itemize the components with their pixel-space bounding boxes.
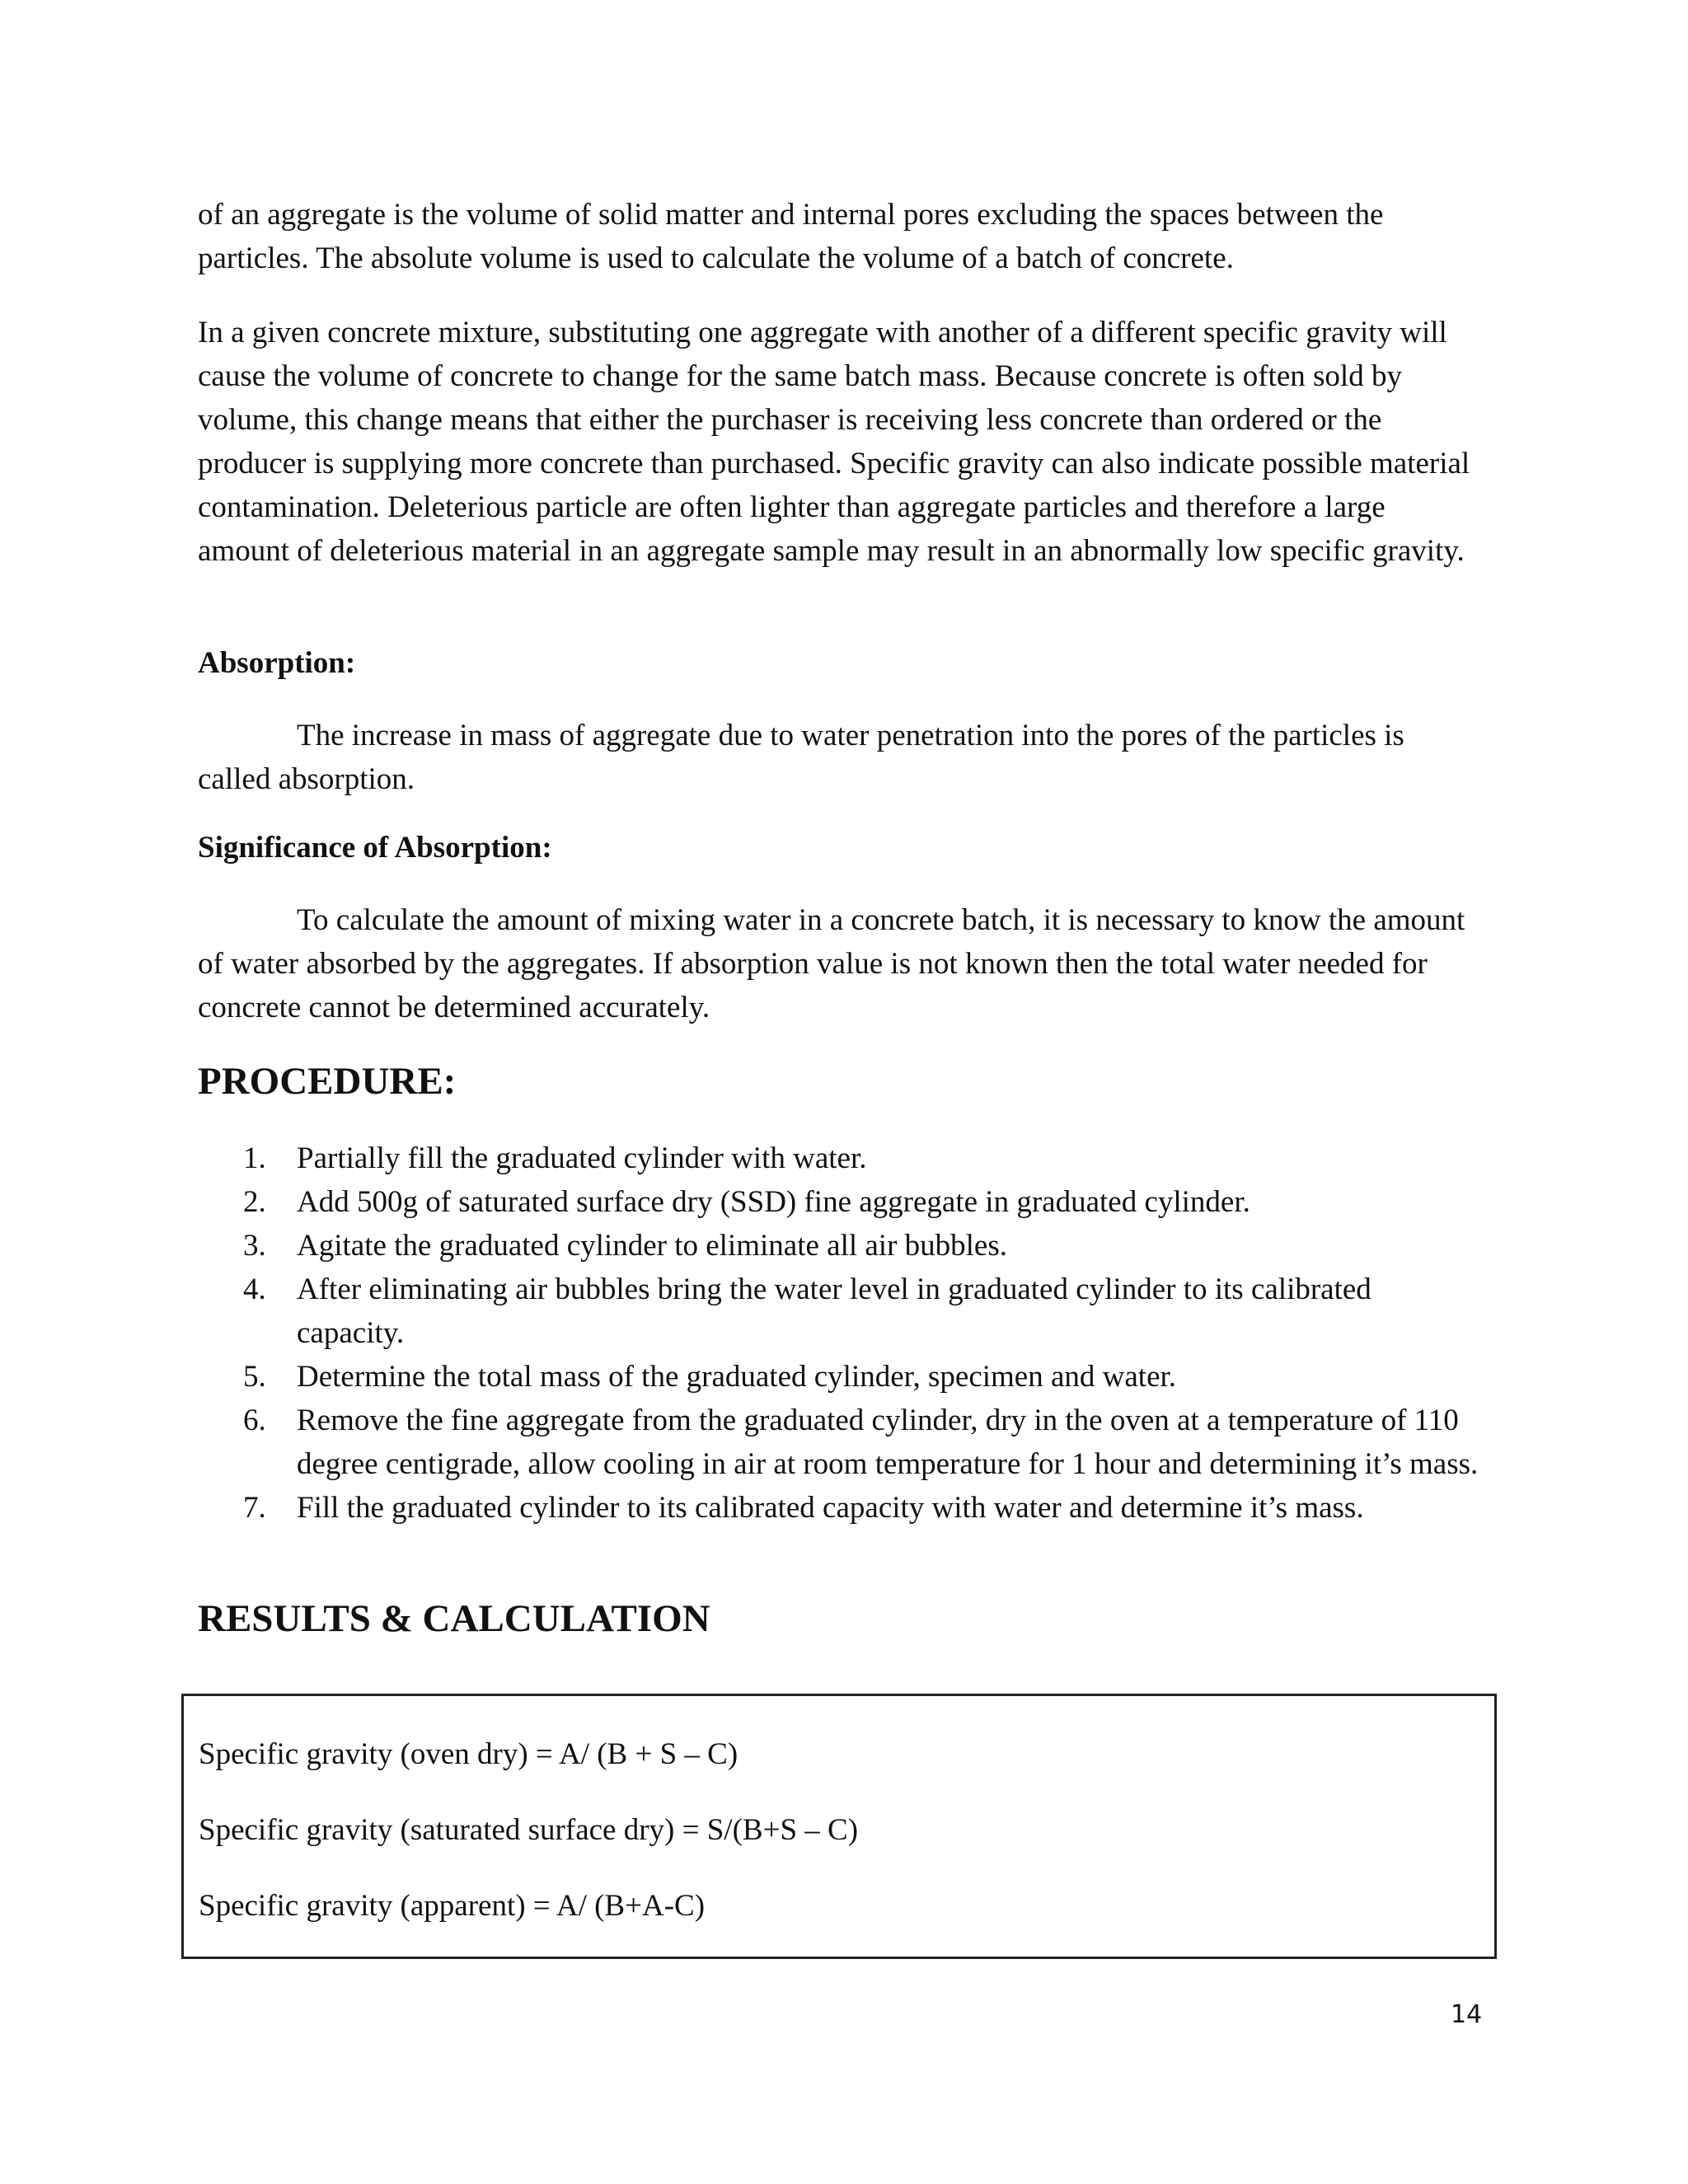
step-text: Add 500g of saturated surface dry (SSD) fine aggregate in graduated cylinder. [297,1185,1250,1219]
step-number: 4. [243,1272,266,1306]
formula-oven-dry: Specific gravity (oven dry) = A/ (B + S – C) [199,1737,738,1771]
paragraph-specific-gravity: In a given concrete mixture, substituting one aggregate with another of a different specific gravity will cause the volume of concrete to change for the same batch mass. Because concrete is often sold by volume, this change means that either the purchaser is receiving less concrete than ordered or the producer is supplying more concrete than purchased. Specific gravity can also indicate possible material contamination. Deleterious particle are often lighter than aggregate particles and therefore a large amount of deleterious material in an aggregate sample may result in an abnormally low specific gravity. [198,316,1470,568]
step-number: 5. [243,1360,266,1394]
absorption-paragraph: The increase in mass of aggregate due to water penetration into the pores of the particles is called absorption. [198,719,1404,796]
step-text: Agitate the graduated cylinder to eliminate all air bubbles. [297,1229,1008,1263]
procedure-step [198,1137,1484,1180]
step-number: 6. [243,1404,266,1437]
procedure-list [198,1137,1484,1530]
procedure-heading: PROCEDURE: [198,1060,457,1103]
procedure-step [198,1355,1484,1399]
step-text: After eliminating air bubbles bring the water level in graduated cylinder to its calibrated capacity. [297,1272,1372,1350]
step-number: 2. [243,1185,266,1219]
procedure-step [198,1486,1484,1530]
document-page [198,0,1484,2184]
step-text: Partially fill the graduated cylinder with water. [297,1141,867,1175]
procedure-step [198,1268,1484,1355]
step-text: Remove the fine aggregate from the graduated cylinder, dry in the oven at a temperature of 110 degree centigrade, allow cooling in air at room temperature for 1 hour and determining it’s mass. [297,1404,1479,1481]
formula-ssd: Specific gravity (saturated surface dry) = S/(B+S – C) [199,1813,859,1847]
formula-apparent: Specific gravity (apparent) = A/ (B+A-C) [199,1889,706,1923]
absorption-heading: Absorption: [198,646,356,680]
procedure-step [198,1399,1484,1486]
procedure-step [198,1224,1484,1268]
step-text: Determine the total mass of the graduated cylinder, specimen and water. [297,1360,1177,1394]
page-number: 14 [1451,2000,1483,2029]
procedure-step [198,1180,1484,1224]
step-number: 1. [243,1141,266,1175]
results-heading: RESULTS & CALCULATION [198,1597,710,1640]
step-number: 7. [243,1491,266,1525]
significance-paragraph: To calculate the amount of mixing water in a concrete batch, it is necessary to know the amount of water absorbed by the aggregates. If absorption value is not known then the total water needed for concrete cannot be determined accurately. [198,903,1465,1024]
paragraph-absolute-volume: of an aggregate is the volume of solid matter and internal pores excluding the spaces between the particles. The absolute volume is used to calculate the volume of a batch of concrete. [198,198,1384,275]
significance-heading: Significance of Absorption: [198,831,552,865]
formula-box [181,1694,1497,1959]
step-text: Fill the graduated cylinder to its calibrated capacity with water and determine it’s mass. [297,1491,1364,1525]
step-number: 3. [243,1229,266,1263]
